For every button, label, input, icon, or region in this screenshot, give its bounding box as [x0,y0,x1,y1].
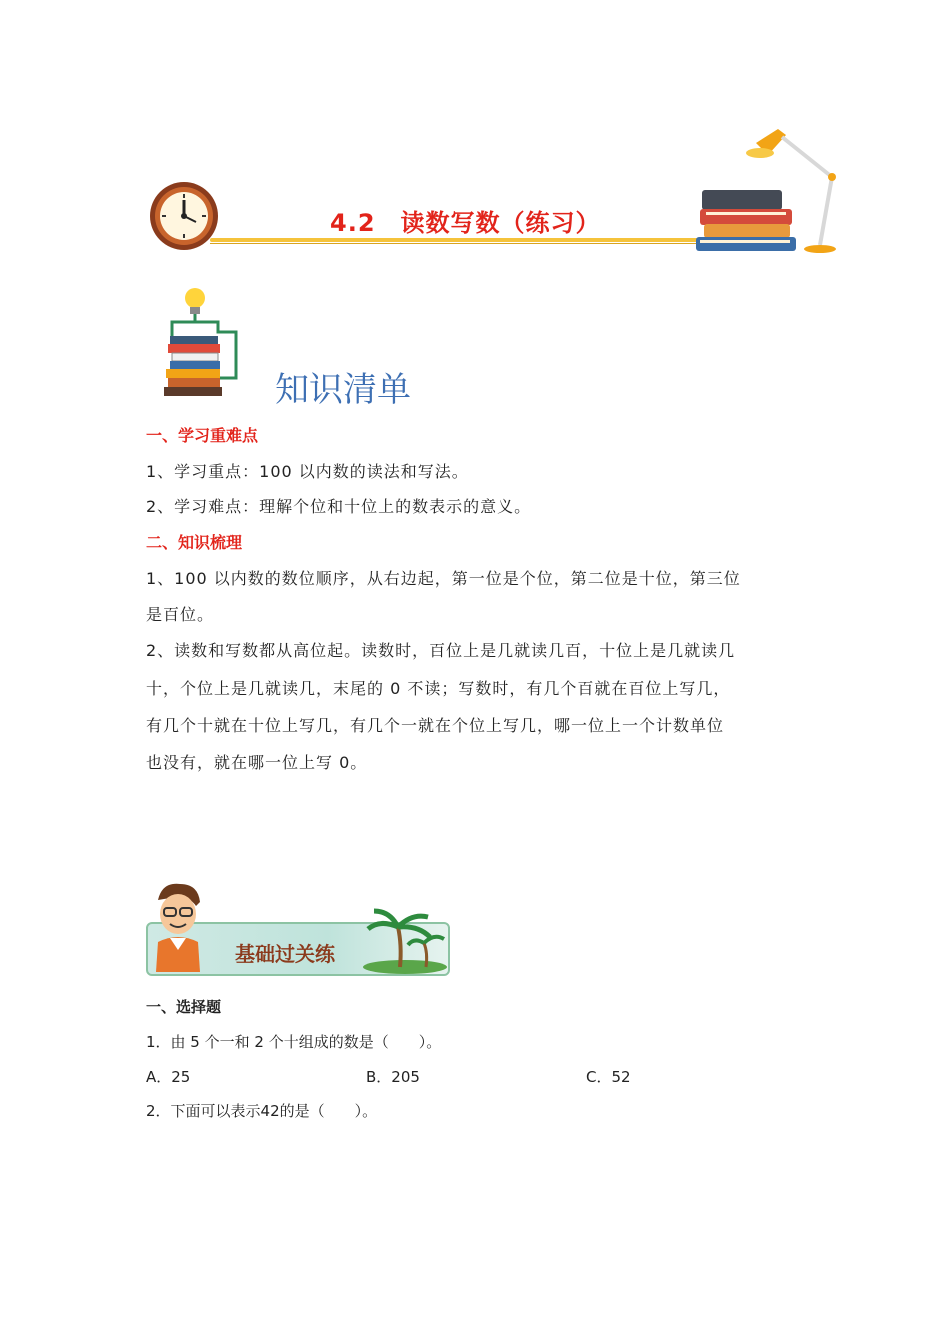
bulb-books-icon [160,286,242,398]
section1-item-1: 1、学习重点：100 以内数的读法和写法。 [146,462,469,481]
section1-item-2: 2、学习难点：理解个位和十位上的数表示的意义。 [146,497,532,516]
question-1-option-a: A．25 [146,1068,191,1086]
section2-line-5: 有几个十就在十位上写几，有几个一就在个位上写几，哪一位上一个计数单位 [146,716,725,735]
question-1: 1．由 5 个一和 2 个十组成的数是（ ）。 [146,1033,442,1051]
section1-title: 一、学习重难点 [146,426,259,445]
question-2: 2．下面可以表示42的是（ ）。 [146,1102,378,1120]
page-title: 4.2 读数写数（练习） [330,209,601,237]
section2-line-3: 2、读数和写数都从高位起。读数时，百位上是几就读几百，十位上是几就读几 [146,641,736,660]
section2-line-4: 十，个位上是几就读几，末尾的 0 不读；写数时，有几个百就在百位上写几， [146,679,731,698]
practice-banner-title: 基础过关练 [235,942,335,966]
teacher-avatar-icon [148,880,208,972]
clock-icon [148,180,220,252]
part-title: 一、选择题 [146,998,222,1016]
section2-line-2: 是百位。 [146,605,215,624]
title-underline [210,238,710,242]
title-underline-shadow [210,243,710,244]
palm-tree-icon [360,905,450,975]
question-1-option-b: B．205 [366,1068,420,1086]
knowledge-heading: 知识清单 [275,370,411,410]
section2-line-6: 也没有，就在哪一位上写 0。 [146,753,368,772]
section2-line-1: 1、100 以内数的数位顺序，从右边起，第一位是个位，第二位是十位，第三位 [146,569,741,588]
books-lamp-icon [692,125,847,255]
question-1-option-c: C．52 [586,1068,631,1086]
section2-title: 二、知识梳理 [146,533,243,552]
